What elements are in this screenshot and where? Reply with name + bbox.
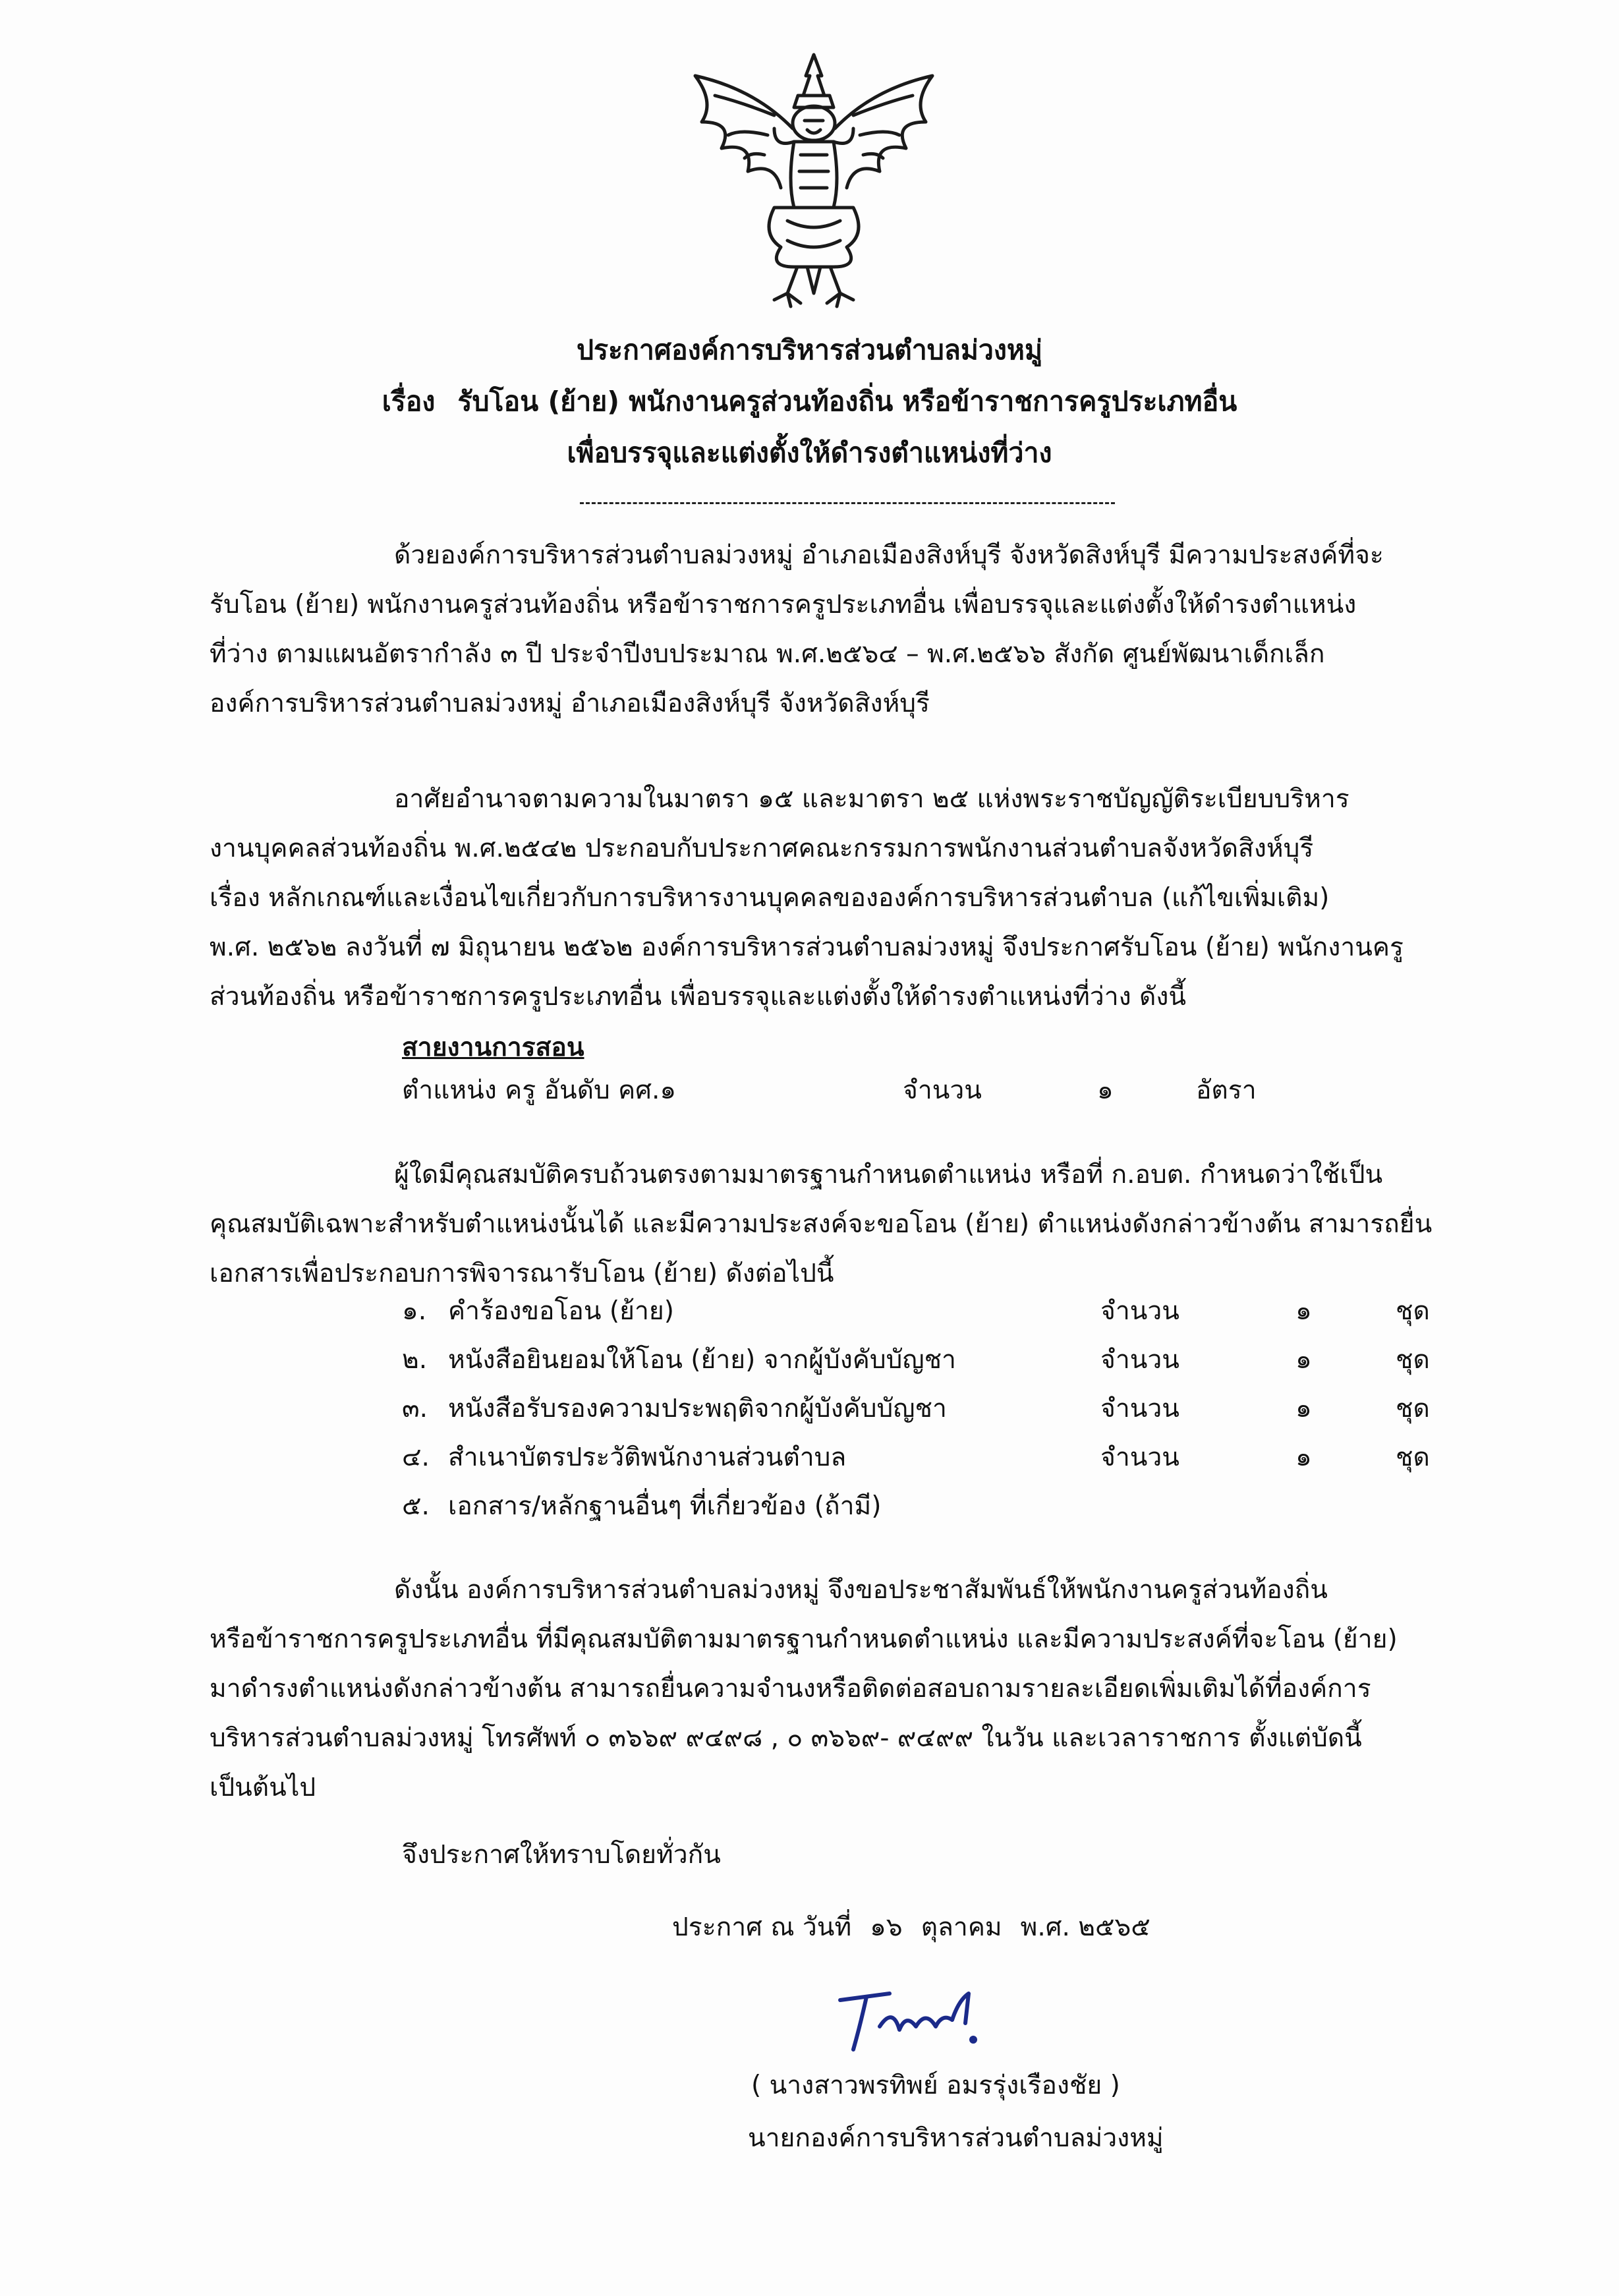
paragraph-intro bbox=[210, 531, 1501, 728]
paragraph-publicity bbox=[210, 1565, 1501, 1812]
position-qty-label: จำนวน bbox=[903, 1076, 982, 1105]
paragraph-line: หรือข้าราชการครูประเภทอื่น ที่มีคุณสมบัติตามมาตรฐานกำหนดตำแหน่ง และมีความประสงค์ที่จะโอน (ย้าย) bbox=[210, 1624, 1398, 1654]
date-year: พ.ศ. ๒๕๖๕ bbox=[1020, 1912, 1150, 1942]
list-item-unit: ชุด bbox=[1396, 1443, 1430, 1472]
list-item-number: ๔. bbox=[402, 1443, 430, 1472]
date-month: ตุลาคม bbox=[921, 1912, 1002, 1942]
subject-label: เรื่อง bbox=[382, 386, 436, 417]
list-item-text: คำร้องขอโอน (ย้าย) bbox=[448, 1296, 674, 1326]
paragraph-line: อาศัยอำนาจตามความในมาตรา ๑๕ และมาตรา ๒๕ แห่งพระราชบัญญัติระเบียบบริหาร bbox=[394, 784, 1349, 814]
announcement-subject bbox=[0, 384, 1619, 419]
subject-text: รับโอน (ย้าย) พนักงานครูส่วนท้องถิ่น หรือข้าราชการครูประเภทอื่น bbox=[457, 386, 1237, 417]
list-item-unit: ชุด bbox=[1396, 1345, 1430, 1375]
paragraph-line: เรื่อง หลักเกณฑ์และเงื่อนไขเกี่ยวกับการบริหารงานบุคคลขององค์การบริหารส่วนตำบล (แก้ไขเพิ่มเติม) bbox=[210, 883, 1330, 913]
list-item-unit: ชุด bbox=[1396, 1394, 1430, 1423]
list-item-qty: ๑ bbox=[1295, 1394, 1312, 1423]
paragraph-line: มาดำรงตำแหน่งดังกล่าวข้างต้น สามารถยื่นความจำนงหรือติดต่อสอบถามรายละเอียดเพิ่มเติมได้ที่องค์การ bbox=[210, 1674, 1371, 1704]
document-list bbox=[0, 1295, 1619, 1539]
signer-name: ( นางสาวพรทิพย์ อมรรุ่งเรืองชัย ) bbox=[751, 2071, 1120, 2100]
list-item bbox=[0, 1490, 1619, 1539]
list-item-text: สำเนาบัตรประวัติพนักงานส่วนตำบล bbox=[448, 1443, 847, 1472]
paragraph-line: ส่วนท้องถิ่น หรือข้าราชการครูประเภทอื่น เพื่อบรรจุและแต่งตั้งให้ดำรงตำแหน่งที่ว่าง ดังนี้ bbox=[210, 982, 1187, 1012]
paragraph-line: บริหารส่วนตำบลม่วงหมู่ โทรศัพท์ ๐ ๓๖๖๙ ๙๔๙๘ , ๐ ๓๖๖๙- ๙๔๙๙ ในวัน และเวลาราชการ ตั้งแต่บัดนี้ bbox=[210, 1723, 1362, 1753]
list-item-unit: ชุด bbox=[1396, 1296, 1430, 1326]
closing-statement: จึงประกาศให้ทราบโดยทั่วกัน bbox=[402, 1840, 721, 1870]
paragraph-line: คุณสมบัติเฉพาะสำหรับตำแหน่งนั้นได้ และมีความประสงค์จะขอโอน (ย้าย) ตำแหน่งดังกล่าวข้างต้น สามารถยื่น bbox=[210, 1209, 1433, 1239]
date-day: ๑๖ bbox=[870, 1912, 903, 1942]
list-item-qty: ๑ bbox=[1295, 1345, 1312, 1375]
paragraph-line: ที่ว่าง ตามแผนอัตรากำลัง ๓ ปี ประจำปีงบประมาณ พ.ศ.๒๕๖๔ – พ.ศ.๒๕๖๖ สังกัด ศูนย์พัฒนาเด็กเล็ก bbox=[210, 639, 1325, 669]
list-item-text: หนังสือรับรองความประพฤติจากผู้บังคับบัญชา bbox=[448, 1394, 947, 1423]
signature-icon bbox=[827, 1974, 985, 2059]
date-prefix: ประกาศ ณ วันที่ bbox=[672, 1912, 852, 1942]
paragraph-line: ด้วยองค์การบริหารส่วนตำบลม่วงหมู่ อำเภอเมืองสิงห์บุรี จังหวัดสิงห์บุรี มีความประสงค์ที่จะ bbox=[394, 540, 1384, 570]
paragraph-qualification bbox=[210, 1150, 1501, 1298]
announcement-subject-line2: เพื่อบรรจุและแต่งตั้งให้ดำรงตำแหน่งที่ว่าง bbox=[567, 437, 1052, 469]
list-item-qty-label: จำนวน bbox=[1100, 1394, 1179, 1423]
position-unit: อัตรา bbox=[1196, 1076, 1257, 1105]
list-item bbox=[0, 1441, 1619, 1490]
announcement-date bbox=[672, 1911, 1150, 1945]
list-item-number: ๑. bbox=[402, 1296, 427, 1326]
list-item bbox=[0, 1344, 1619, 1392]
heading-divider bbox=[580, 502, 1115, 504]
paragraph-line: เอกสารเพื่อประกอบการพิจารณารับโอน (ย้าย) ดังต่อไปนี้ bbox=[210, 1259, 834, 1288]
paragraph-line: รับโอน (ย้าย) พนักงานครูส่วนท้องถิ่น หรือข้าราชการครูประเภทอื่น เพื่อบรรจุและแต่งตั้งให้ดำรงตำแหน่ง bbox=[210, 590, 1357, 619]
paragraph-line: ผู้ใดมีคุณสมบัติครบถ้วนตรงตามมาตรฐานกำหนดตำแหน่ง หรือที่ ก.อบต. กำหนดว่าใช้เป็น bbox=[394, 1160, 1383, 1190]
list-item-number: ๕. bbox=[402, 1491, 430, 1521]
signer-title: นายกองค์การบริหารส่วนตำบลม่วงหมู่ bbox=[748, 2123, 1164, 2153]
paragraph-line: องค์การบริหารส่วนตำบลม่วงหมู่ อำเภอเมืองสิงห์บุรี จังหวัดสิงห์บุรี bbox=[210, 689, 930, 718]
garuda-emblem-icon bbox=[675, 49, 952, 313]
list-item-qty: ๑ bbox=[1295, 1443, 1312, 1472]
position-row bbox=[0, 1074, 1619, 1120]
paragraph-line: เป็นต้นไป bbox=[210, 1773, 316, 1802]
list-item-number: ๒. bbox=[402, 1345, 428, 1375]
list-item bbox=[0, 1295, 1619, 1344]
paragraph-line: ดังนั้น องค์การบริหารส่วนตำบลม่วงหมู่ จึงขอประชาสัมพันธ์ให้พนักงานครูส่วนท้องถิ่น bbox=[394, 1575, 1328, 1605]
list-item-qty: ๑ bbox=[1295, 1296, 1312, 1326]
list-item-qty-label: จำนวน bbox=[1100, 1443, 1179, 1472]
paragraph-line: งานบุคคลส่วนท้องถิ่น พ.ศ.๒๕๔๒ ประกอบกับประกาศคณะกรรมการพนักงานส่วนตำบลจังหวัดสิงห์บุรี bbox=[210, 834, 1314, 863]
list-item-qty-label: จำนวน bbox=[1100, 1345, 1179, 1375]
list-item-number: ๓. bbox=[402, 1394, 428, 1423]
position-qty: ๑ bbox=[1097, 1076, 1114, 1105]
list-item-text: เอกสาร/หลักฐานอื่นๆ ที่เกี่ยวข้อง (ถ้ามี) bbox=[448, 1491, 882, 1521]
section-title: สายงานการสอน bbox=[402, 1033, 584, 1062]
list-item-qty-label: จำนวน bbox=[1100, 1296, 1179, 1326]
list-item bbox=[0, 1392, 1619, 1441]
list-item-text: หนังสือยินยอมให้โอน (ย้าย) จากผู้บังคับบัญชา bbox=[448, 1345, 956, 1375]
position-name: ตำแหน่ง ครู อันดับ คศ.๑ bbox=[402, 1076, 677, 1105]
paragraph-line: พ.ศ. ๒๕๖๒ ลงวันที่ ๗ มิถุนายน ๒๕๖๒ องค์การบริหารส่วนตำบลม่วงหมู่ จึงประกาศรับโอน (ย้าย) พนักงานครู bbox=[210, 933, 1404, 962]
announcement-title: ประกาศองค์การบริหารส่วนตำบลม่วงหมู่ bbox=[577, 334, 1042, 366]
paragraph-authority bbox=[210, 774, 1501, 1021]
